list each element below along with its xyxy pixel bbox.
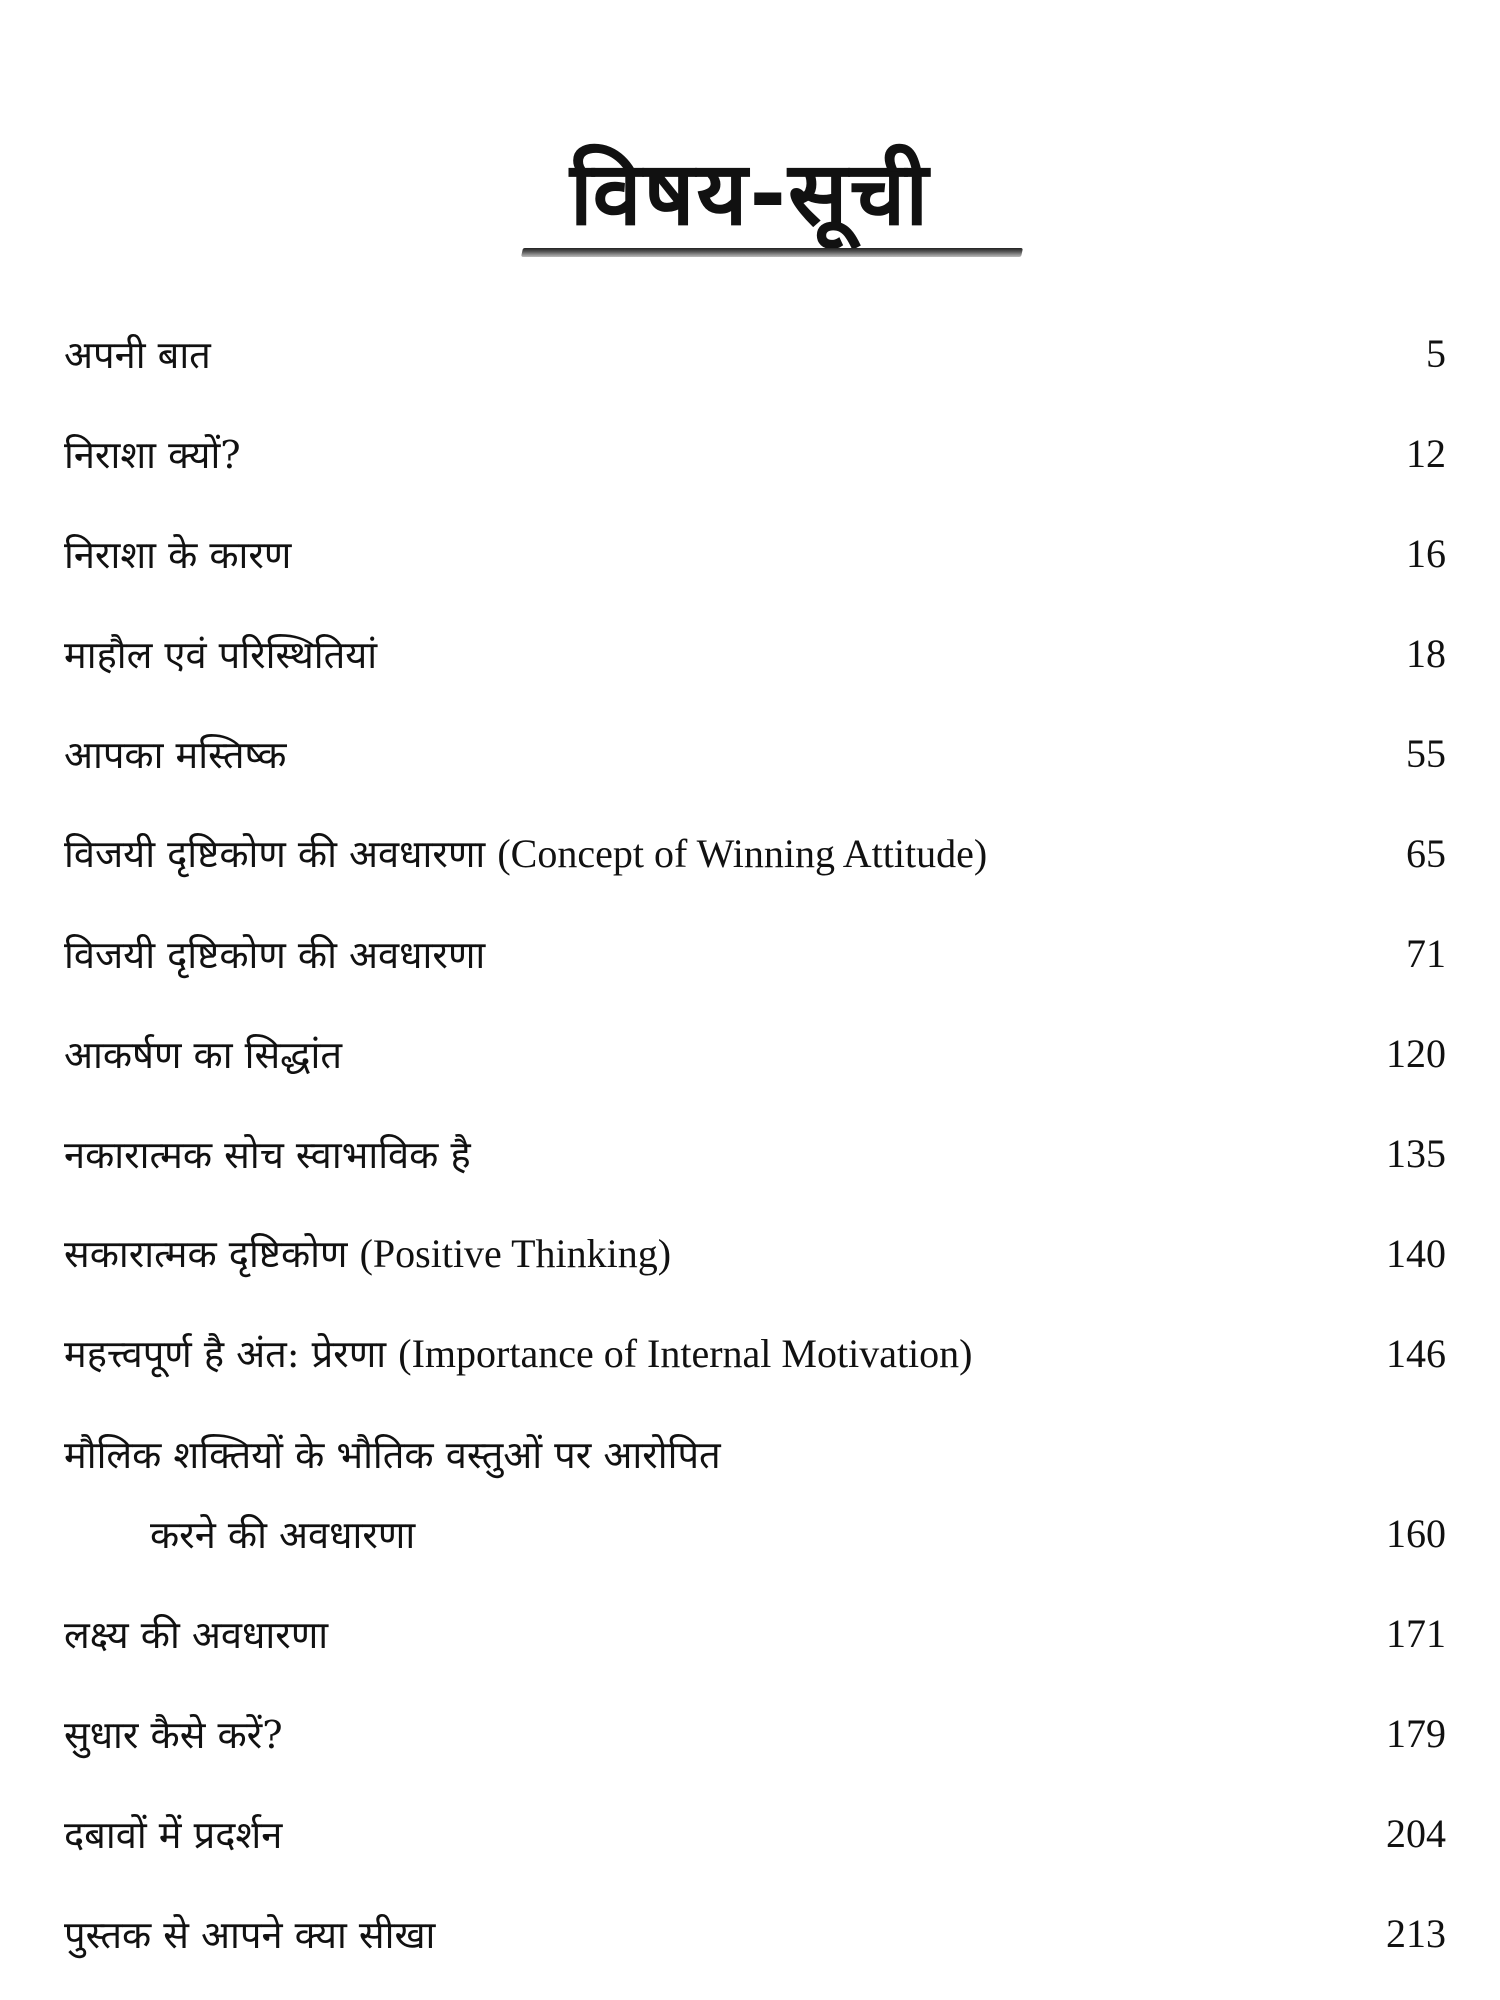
toc-entry-title: लक्ष्य की अवधारणा: [64, 1612, 329, 1657]
toc-entry[interactable]: [64, 1800, 1446, 1860]
toc-entry-title-en: (Concept of Winning Attitude): [497, 831, 988, 876]
toc-entry-title: [64, 1328, 973, 1380]
toc-entry[interactable]: [64, 420, 1446, 480]
toc-entry-title: आपका मस्तिष्क: [64, 732, 287, 777]
toc-entry-title: निराशा के कारण: [64, 532, 292, 577]
toc-entry-page: 16: [1406, 531, 1446, 576]
toc-entry-page: 160: [1386, 1511, 1446, 1556]
toc-entry[interactable]: [64, 620, 1446, 680]
toc-entry-title-en: (Positive Thinking): [359, 1231, 672, 1276]
toc-entry-title-en: (Importance of Internal Motivation): [398, 1331, 973, 1376]
toc-entry-page: 120: [1386, 1031, 1446, 1076]
toc-entry[interactable]: [64, 920, 1446, 980]
toc-entry[interactable]: [64, 1900, 1446, 1960]
title-underline: [521, 248, 1023, 257]
toc-entry-title: आकर्षण का सिद्धांत: [64, 1032, 343, 1077]
toc-entry-page: 12: [1406, 431, 1446, 476]
toc-entry-title: नकारात्मक सोच स्वाभाविक है: [64, 1132, 471, 1177]
toc-entry[interactable]: [64, 1700, 1446, 1760]
toc-entry[interactable]: [64, 1320, 1446, 1380]
page-title: विषय-सूची: [569, 142, 931, 245]
toc-entry-title: माहौल एवं परिस्थितियां: [64, 632, 378, 677]
toc-entry[interactable]: [64, 320, 1446, 380]
toc-entry-page: 5: [1426, 331, 1446, 376]
toc-entry-page: 179: [1386, 1711, 1446, 1756]
toc-entry-page: 140: [1386, 1231, 1446, 1276]
toc-entry-page: 146: [1386, 1331, 1446, 1376]
toc-entry-title-line2: करने की अवधारणा: [150, 1512, 416, 1557]
toc-entry[interactable]: [64, 1020, 1446, 1080]
toc-entry[interactable]: [64, 1220, 1446, 1280]
toc-entry-title: अपनी बात: [64, 332, 211, 377]
toc-entry-title: मौलिक शक्तियों के भौतिक वस्तुओं पर आरोपित: [64, 1432, 721, 1477]
toc-entry-title-hi: विजयी दृष्टिकोण की अवधारणा: [64, 832, 486, 876]
toc-entry-page: 135: [1386, 1131, 1446, 1176]
toc-entry-title-hi: महत्त्वपूर्ण है अंत: प्रेरणा: [64, 1332, 387, 1376]
toc-entry-page: 55: [1406, 731, 1446, 776]
toc-entry-title: दबावों में प्रदर्शन: [64, 1812, 283, 1857]
toc-entry-title: [64, 828, 987, 880]
toc-entry-page: 171: [1386, 1611, 1446, 1656]
toc-entry-page: 213: [1386, 1911, 1446, 1956]
toc-entry-title: [64, 1228, 671, 1280]
toc-entry-title: विजयी दृष्टिकोण की अवधारणा: [64, 932, 486, 977]
toc-entry[interactable]: [64, 820, 1446, 880]
toc-entry-page: 18: [1406, 631, 1446, 676]
toc-entry-title: पुस्तक से आपने क्या सीखा: [64, 1912, 436, 1957]
toc-entry-page: 65: [1406, 831, 1446, 876]
toc-entry-title: निराशा क्यों?: [64, 432, 241, 477]
toc-entry-page: 71: [1406, 931, 1446, 976]
toc-entry[interactable]: [64, 1120, 1446, 1180]
toc-entry[interactable]: [64, 720, 1446, 780]
toc-entry-title: सुधार कैसे करें?: [64, 1712, 283, 1757]
toc-entry-title-hi: सकारात्मक दृष्टिकोण: [64, 1232, 348, 1276]
toc-entry-page: 204: [1386, 1811, 1446, 1856]
toc-entry[interactable]: [64, 1600, 1446, 1660]
heading-wrap: [0, 142, 1500, 245]
toc-entry[interactable]: [64, 1420, 1446, 1480]
toc-entry[interactable]: [64, 520, 1446, 580]
toc-entry-continuation[interactable]: [64, 1500, 1446, 1560]
